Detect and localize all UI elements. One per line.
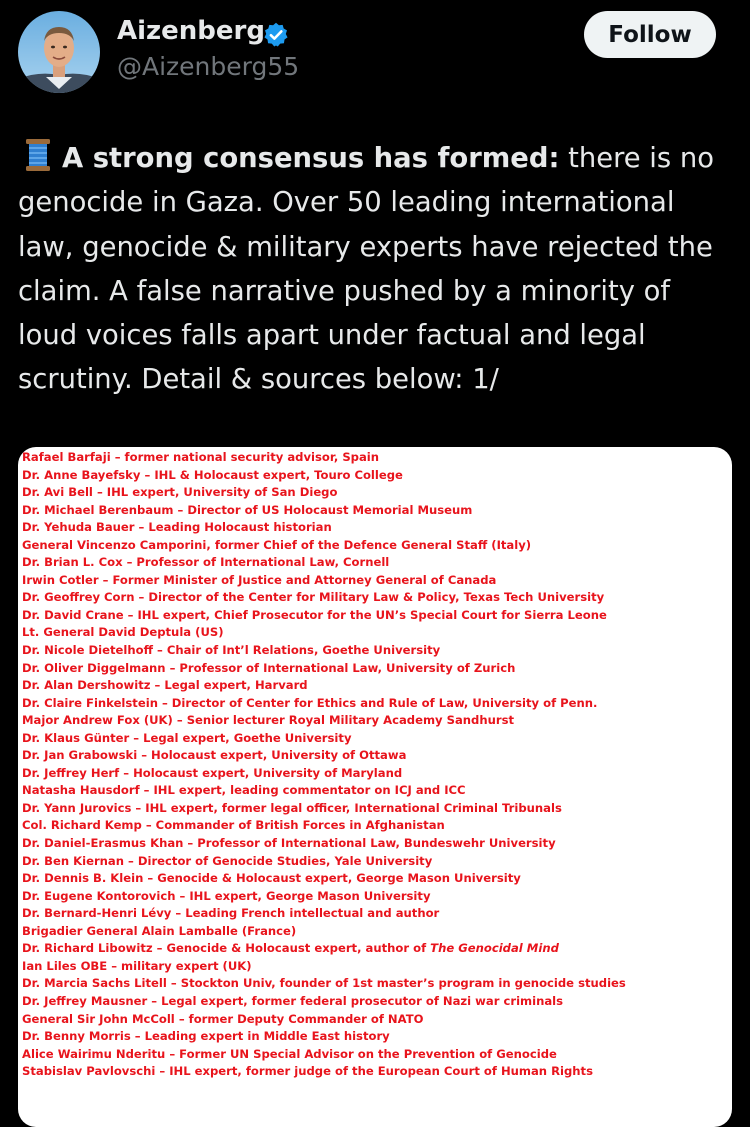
expert-list-item [22, 800, 732, 818]
expert-text: Col. Richard Kemp – Commander of British Forces in Afghanistan [22, 818, 445, 833]
expert-text: Rafael Barfaji – former national security advisor, Spain [22, 450, 380, 464]
expert-text: Dr. Geoffrey Corn – Director of the Center for Military Law & Policy, Texas Tech University [22, 590, 605, 605]
expert-text: Ian Liles OBE – military expert (UK) [22, 958, 252, 973]
expert-text: Dr. Michael Berenbaum – Director of US Holocaust Memorial Museum [22, 502, 473, 517]
tweet-text [18, 137, 733, 403]
expert-text: Dr. Yehuda Bauer – Leading Holocaust historian [22, 520, 332, 535]
expert-list-item [22, 1028, 732, 1046]
expert-text: Alice Wairimu Nderitu – Former UN Special Advisor on the Prevention of Genocide [22, 1046, 557, 1061]
author-display-name[interactable]: Aizenberg [117, 16, 265, 46]
expert-list-item [22, 572, 732, 590]
expert-book-title: The Genocidal Mind [430, 941, 559, 956]
expert-list-item [22, 765, 732, 783]
expert-text: Dr. Klaus Günter – Legal expert, Goethe University [22, 730, 352, 745]
expert-list-item [22, 607, 732, 625]
profile-photo [18, 11, 100, 93]
expert-text: Dr. Alan Dershowitz – Legal expert, Harvard [22, 678, 308, 693]
expert-list-item [22, 660, 732, 678]
expert-text: Dr. Marcia Sachs Litell – Stockton Univ, founder of 1st master’s program in genocide studies [22, 976, 626, 991]
expert-text: Dr. Brian L. Cox – Professor of International Law, Cornell [22, 555, 390, 570]
expert-text: Dr. Jeffrey Herf – Holocaust expert, University of Maryland [22, 765, 403, 780]
expert-list-item [22, 835, 732, 853]
expert-list-item [22, 449, 732, 467]
expert-text: Dr. Anne Bayefsky – IHL & Holocaust expert, Touro College [22, 467, 403, 482]
expert-text: Stabislav Pavlovschi – IHL expert, former judge of the European Court of Human Rights [22, 1064, 593, 1079]
expert-text: Brigadier General Alain Lamballe (France) [22, 923, 297, 938]
expert-text: Dr. Dennis B. Klein – Genocide & Holocaust expert, George Mason University [22, 871, 521, 886]
expert-list-item [22, 624, 732, 642]
expert-text: Dr. Yann Jurovics – IHL expert, former legal officer, International Criminal Tribunals [22, 800, 562, 815]
expert-text: Dr. Daniel-Erasmus Khan – Professor of International Law, Bundeswehr University [22, 836, 556, 851]
expert-text: Lt. General David Deptula (US) [22, 625, 224, 640]
expert-list-item [22, 888, 732, 906]
expert-list-item [22, 467, 732, 485]
expert-list-item [22, 1063, 732, 1081]
tweet-body-text: there is no genocide in Gaza. Over 50 leading international law, genocide & military experts have rejected the claim. A false narrative pushed by a minority of loud voices falls apart under factual and legal scrutiny. Detail & sources below: 1/ [18, 143, 715, 396]
expert-text: Irwin Cotler – Former Minister of Justice and Attorney General of Canada [22, 572, 497, 587]
expert-list-item [22, 589, 732, 607]
expert-list-item [22, 975, 732, 993]
expert-list-item [22, 537, 732, 555]
tweet-lead-text: A strong consensus has formed: [62, 143, 560, 174]
expert-text: Dr. Richard Libowitz – Genocide & Holocaust expert, author of [22, 941, 431, 956]
expert-list-item [22, 519, 732, 537]
expert-list-item [22, 958, 732, 976]
expert-list-item [22, 712, 732, 730]
expert-list-item [22, 730, 732, 748]
expert-text: General Sir John McColl – former Deputy Commander of NATO [22, 1011, 424, 1026]
expert-text: Dr. David Crane – IHL expert, Chief Prosecutor for the UN’s Special Court for Sierra Leone [22, 607, 607, 622]
expert-list-item [22, 502, 732, 520]
expert-text: Dr. Claire Finkelstein – Director of Center for Ethics and Rule of Law, University of Penn. [22, 695, 598, 710]
expert-list-item [22, 1046, 732, 1064]
expert-list-item [22, 853, 732, 871]
expert-text: Dr. Jeffrey Mausner – Legal expert, former federal prosecutor of Nazi war criminals [22, 993, 564, 1008]
expert-text: Dr. Nicole Dietelhoff – Chair of Int’l Relations, Goethe University [22, 643, 441, 658]
expert-list-item [22, 923, 732, 941]
expert-text: Dr. Ben Kiernan – Director of Genocide Studies, Yale University [22, 853, 433, 868]
tweet-media-image[interactable] [18, 447, 732, 1127]
thread-spool-icon [18, 138, 58, 172]
expert-list [18, 447, 732, 1081]
expert-list-item [22, 747, 732, 765]
expert-text: Natasha Hausdorf – IHL expert, leading commentator on ICJ and ICC [22, 783, 466, 798]
expert-list-item [22, 554, 732, 572]
avatar[interactable] [18, 11, 100, 93]
expert-list-item [22, 905, 732, 923]
expert-list-item [22, 940, 732, 958]
expert-text: Dr. Bernard-Henri Lévy – Leading French intellectual and author [22, 906, 440, 921]
expert-text: Dr. Avi Bell – IHL expert, University of San Diego [22, 485, 338, 500]
tweet-header [0, 0, 750, 110]
author-handle[interactable]: @Aizenberg55 [117, 52, 300, 81]
expert-text: Dr. Benny Morris – Leading expert in Middle East history [22, 1029, 390, 1044]
expert-text: Major Andrew Fox (UK) – Senior lecturer Royal Military Academy Sandhurst [22, 713, 515, 728]
expert-list-item [22, 677, 732, 695]
expert-list-item [22, 870, 732, 888]
expert-list-item [22, 642, 732, 660]
expert-list-item [22, 695, 732, 713]
follow-button[interactable]: Follow [584, 11, 716, 58]
expert-text: Dr. Jan Grabowski – Holocaust expert, University of Ottawa [22, 748, 407, 763]
expert-text: General Vincenzo Camporini, former Chief of the Defence General Staff (Italy) [22, 537, 532, 552]
expert-list-item [22, 1011, 732, 1029]
verified-badge-icon [262, 21, 290, 49]
expert-list-item [22, 484, 732, 502]
expert-list-item [22, 817, 732, 835]
expert-text: Dr. Eugene Kontorovich – IHL expert, George Mason University [22, 888, 431, 903]
expert-list-item [22, 993, 732, 1011]
expert-text: Dr. Oliver Diggelmann – Professor of International Law, University of Zurich [22, 660, 516, 675]
expert-list-item [22, 782, 732, 800]
